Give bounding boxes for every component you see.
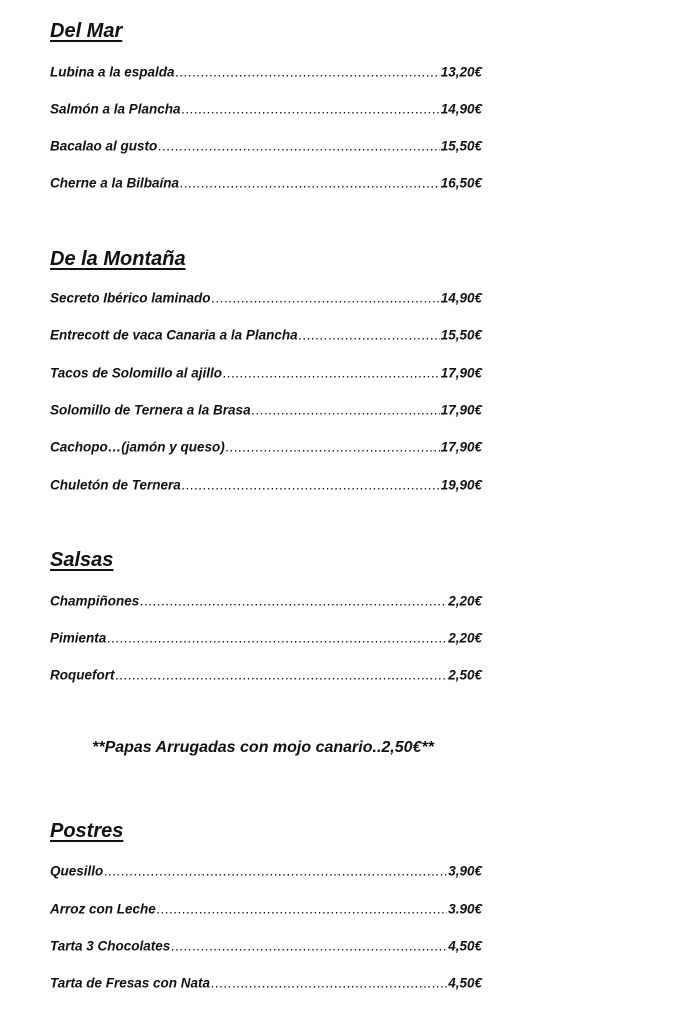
item-price: 19,90€ [440,477,482,493]
item-name: Solomillo de Ternera a la Brasa [50,402,251,418]
item-price: 3.90€ [448,901,482,917]
dot-leader [157,902,447,917]
item-price: 14,90€ [440,101,482,117]
section-heading: Del Mar [50,20,123,42]
item-price: 13,20€ [440,64,482,80]
item-name: Cherne a la Bilbaína [50,175,180,191]
item-name: Arroz con Leche [50,901,156,917]
item-price: 4,50€ [448,975,482,991]
item-price: 3,90€ [448,863,482,879]
menu-item [50,668,482,683]
dot-leader [252,403,440,418]
item-price: 15,50€ [440,138,482,154]
item-name: Champiñones [50,593,140,609]
menu-item [50,939,482,954]
papas-arrugadas-note: **Papas Arrugadas con mojo canario..2,50€** [92,739,434,756]
item-price: 2,20€ [448,593,482,609]
item-price: 17,90€ [440,402,482,418]
item-name: Secreto Ibérico laminado [50,290,211,306]
item-price: 2,20€ [448,630,482,646]
item-price: 17,90€ [440,365,482,381]
dot-leader [116,668,448,683]
dot-leader [182,478,440,493]
dot-leader [180,176,440,191]
section-heading: Salsas [50,549,114,571]
dot-leader [140,594,447,609]
menu-item [50,139,482,154]
item-price: 16,50€ [440,175,482,191]
item-name: Tarta 3 Chocolates [50,938,171,954]
dot-leader [171,939,447,954]
item-name: Salmón a la Plancha [50,101,181,117]
item-name: Pimienta [50,630,107,646]
menu-item [50,631,482,646]
section-heading: De la Montaña [50,248,186,270]
menu-item [50,594,482,609]
menu-item [50,176,482,191]
item-name: Cachopo…(jamón y queso) [50,439,225,455]
item-name: Entrecott de vaca Canaria a la Plancha [50,327,298,343]
dot-leader [299,328,440,343]
menu-item [50,864,482,879]
menu-item [50,366,482,381]
item-price: 15,50€ [440,327,482,343]
dot-leader [223,366,440,381]
item-price: 2,50€ [448,667,482,683]
dot-leader [182,102,440,117]
item-name: Tacos de Solomillo al ajillo [50,365,223,381]
dot-leader [107,631,447,646]
item-name: Lubina a la espalda [50,64,175,80]
item-name: Bacalao al gusto [50,138,158,154]
dot-leader [176,65,440,80]
item-price: 14,90€ [440,290,482,306]
item-name: Tarta de Fresas con Nata [50,975,211,991]
dot-leader [211,976,447,991]
menu-item [50,291,482,306]
menu-item [50,328,482,343]
item-price: 17,90€ [440,439,482,455]
dot-leader [226,440,440,455]
menu-item [50,440,482,455]
dot-leader [104,864,447,879]
menu-item [50,102,482,117]
section-heading: Postres [50,820,124,842]
item-name: Quesillo [50,863,104,879]
menu-item [50,902,482,917]
item-name: Roquefort [50,667,115,683]
menu-item [50,65,482,80]
dot-leader [158,139,439,154]
dot-leader [212,291,440,306]
menu-item [50,976,482,991]
menu-item [50,478,482,493]
menu-item [50,403,482,418]
item-name: Chuletón de Ternera [50,477,181,493]
item-price: 4,50€ [448,938,482,954]
